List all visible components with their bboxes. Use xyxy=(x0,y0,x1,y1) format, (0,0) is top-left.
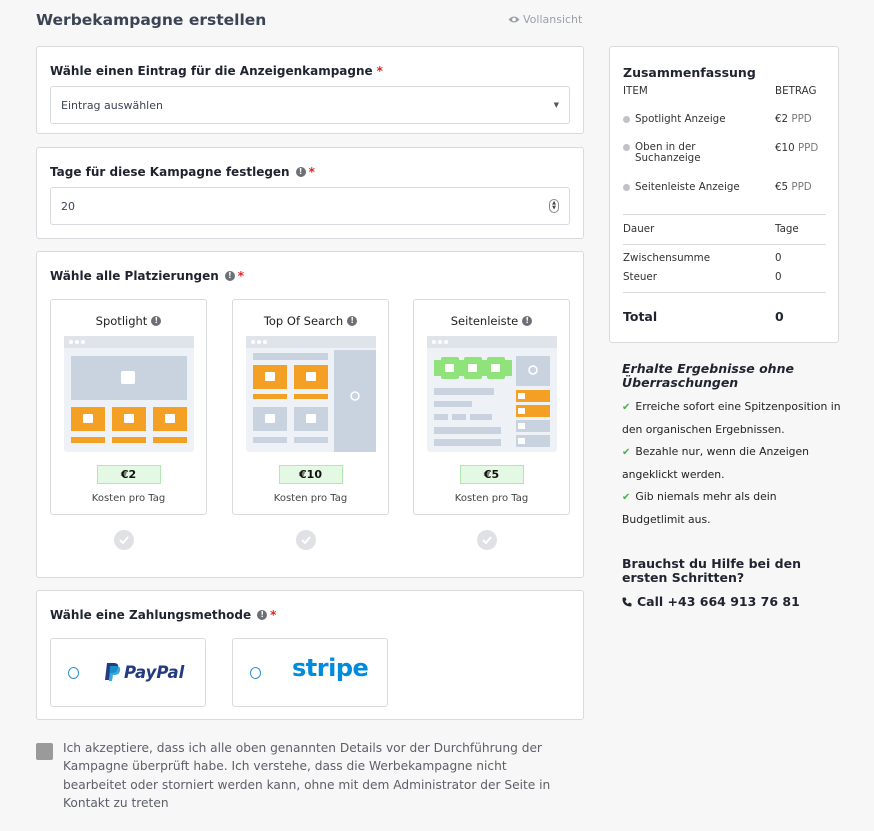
listing-label: Wähle einen Eintrag für die Anzeigenkampagne xyxy=(50,64,373,78)
summary-line xyxy=(623,181,825,193)
placement-price: €2 xyxy=(97,465,161,484)
divider xyxy=(623,244,826,245)
tax-row xyxy=(623,271,825,283)
duration-row xyxy=(623,223,825,235)
required-mark: * xyxy=(308,165,315,179)
eye-icon xyxy=(508,15,520,24)
placement-title: Spotlight xyxy=(95,314,148,328)
phone-icon xyxy=(622,597,632,607)
placement-top-of-search[interactable] xyxy=(232,299,389,515)
terms-text: Ich akzeptiere, dass ich alle oben genannten Details vor der Durchführung der Kampagne überprüft habe. Ich verstehe, dass die Werbekampagne nicht bearbeitet oder storniert werden kann, ohne mit dem Administrator der Seite in Kontakt zu treten xyxy=(63,741,551,810)
placement-price: €10 xyxy=(279,465,343,484)
payment-option-paypal[interactable] xyxy=(50,638,206,707)
placement-price: €5 xyxy=(460,465,524,484)
amount-column-header: BETRAG xyxy=(775,85,817,97)
paypal-logo xyxy=(104,662,184,682)
placement-cost-label: Kosten pro Tag xyxy=(273,493,348,504)
number-stepper-icon[interactable]: ▲ ▼ xyxy=(549,199,559,213)
full-view-label: Vollansicht xyxy=(523,13,583,26)
days-input[interactable] xyxy=(50,187,570,225)
line-amount: €5 xyxy=(775,181,789,193)
info-icon[interactable]: ! xyxy=(257,610,267,620)
benefits-list xyxy=(622,396,842,531)
benefit-item: Gib niemals mehr als dein Budgetlimit aus. xyxy=(622,490,777,526)
placement-title-row xyxy=(233,314,388,328)
caret-down-icon: ▼ xyxy=(553,101,559,109)
sidebar-check[interactable] xyxy=(477,530,497,550)
line-unit: PPD xyxy=(791,113,812,125)
listing-select[interactable] xyxy=(50,86,570,124)
help-section xyxy=(622,557,842,609)
check-icon: ✔ xyxy=(622,492,631,503)
stripe-radio[interactable] xyxy=(250,667,261,679)
listing-card xyxy=(36,46,584,134)
required-mark: * xyxy=(237,269,245,283)
payment-option-stripe[interactable] xyxy=(232,638,388,707)
line-item: Spotlight Anzeige xyxy=(635,113,726,125)
line-amount: €10 xyxy=(775,142,795,154)
days-label: Tage für diese Kampagne festlegen xyxy=(50,165,290,179)
divider xyxy=(623,292,826,293)
required-mark: * xyxy=(270,608,277,622)
item-column-header: ITEM xyxy=(623,85,648,97)
total-row xyxy=(623,309,825,324)
line-amount: €2 xyxy=(775,113,789,125)
phone-number: Call +43 664 913 76 81 xyxy=(637,594,800,609)
summary-header-row xyxy=(623,85,825,97)
divider xyxy=(623,214,826,215)
info-icon[interactable]: ! xyxy=(225,271,235,281)
paypal-icon xyxy=(104,662,121,682)
summary-panel xyxy=(609,46,839,343)
placements-label: Wähle alle Platzierungen xyxy=(50,269,219,283)
page-title: Werbekampagne erstellen xyxy=(36,11,267,29)
placement-sidebar[interactable] xyxy=(413,299,570,515)
line-item: Seitenleiste Anzeige xyxy=(635,181,740,193)
check-icon xyxy=(119,536,129,544)
terms-checkbox[interactable] xyxy=(36,743,53,760)
benefit-item: Erreiche sofort eine Spitzenposition in den organischen Ergebnissen. xyxy=(622,400,841,436)
required-mark: * xyxy=(376,64,383,78)
check-icon xyxy=(482,536,492,544)
paypal-wordmark: PayPal xyxy=(124,662,185,682)
check-icon: ✔ xyxy=(622,402,631,413)
payment-label: Wähle eine Zahlungsmethode xyxy=(50,608,252,622)
top-of-search-check[interactable] xyxy=(296,530,316,550)
check-icon: ✔ xyxy=(622,447,631,458)
bullet-icon xyxy=(623,184,630,191)
days-input-value: 20 xyxy=(61,199,75,213)
placement-title-row xyxy=(414,314,569,328)
summary-line xyxy=(623,142,825,164)
tax-label: Steuer xyxy=(623,271,658,283)
subtotal-label: Zwischensumme xyxy=(623,252,711,264)
payment-label-row xyxy=(50,608,276,622)
help-title: Brauchst du Hilfe bei den ersten Schritten? xyxy=(622,556,801,585)
full-view-link[interactable] xyxy=(508,13,582,26)
placement-title: Top Of Search xyxy=(263,314,344,328)
subtotal-value: 0 xyxy=(775,252,782,264)
duration-value: Tage xyxy=(775,223,799,235)
check-icon xyxy=(301,536,311,544)
total-label: Total xyxy=(623,309,658,324)
line-unit: PPD xyxy=(797,142,819,154)
total-value: 0 xyxy=(775,309,784,324)
spotlight-check[interactable] xyxy=(114,530,134,550)
placement-spotlight[interactable] xyxy=(50,299,207,515)
bullet-icon xyxy=(623,144,630,151)
summary-title: Zusammenfassung xyxy=(623,65,756,80)
bullet-icon xyxy=(623,116,630,123)
placement-cost-label: Kosten pro Tag xyxy=(454,493,529,504)
days-label-row xyxy=(50,165,315,179)
stripe-logo: stripe xyxy=(292,654,369,682)
benefits-title: Erhalte Ergebnisse ohne Überraschungen xyxy=(622,361,794,390)
sidebar-illustration xyxy=(427,336,557,452)
spotlight-illustration xyxy=(64,336,194,452)
listing-select-value: Eintrag auswählen xyxy=(61,98,163,112)
line-unit: PPD xyxy=(791,181,812,193)
placements-card xyxy=(36,251,584,578)
placement-title: Seitenleiste xyxy=(450,314,519,328)
duration-label: Dauer xyxy=(623,223,655,235)
benefit-item: Bezahle nur, wenn die Anzeigen angeklickt werden. xyxy=(622,445,810,481)
placement-cost-label: Kosten pro Tag xyxy=(91,493,166,504)
info-icon[interactable]: ! xyxy=(522,316,532,326)
placements-label-row xyxy=(50,269,244,283)
summary-line xyxy=(623,113,825,125)
info-icon[interactable]: ! xyxy=(151,316,161,326)
days-card xyxy=(36,147,584,239)
phone-link[interactable] xyxy=(622,594,842,609)
info-icon[interactable]: ! xyxy=(296,167,306,177)
info-icon[interactable]: ! xyxy=(347,316,357,326)
paypal-radio[interactable] xyxy=(68,667,79,679)
placement-title-row xyxy=(51,314,206,328)
benefits-section xyxy=(622,362,842,531)
listing-label-row xyxy=(50,64,383,78)
tax-value: 0 xyxy=(775,271,782,283)
payment-card xyxy=(36,590,584,720)
subtotal-row xyxy=(623,252,825,264)
line-item: Oben in der Suchanzeige xyxy=(635,141,701,164)
top-of-search-illustration xyxy=(246,336,376,452)
